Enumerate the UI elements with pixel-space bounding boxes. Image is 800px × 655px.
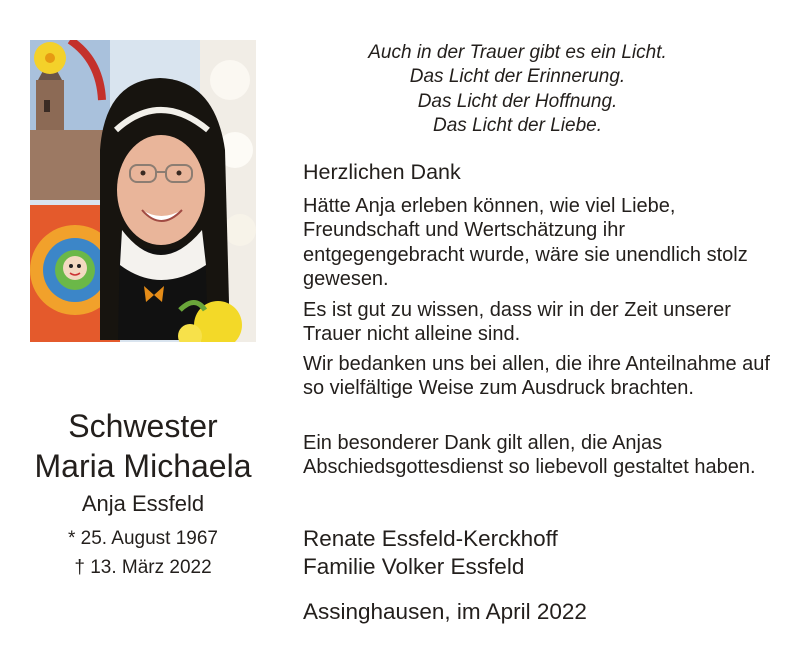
deceased-title: Schwester (68, 408, 218, 444)
birth-date: * 25. August 1967 (67, 528, 218, 549)
poem-line: Das Licht der Hoffnung. (417, 90, 618, 112)
deceased-birth-name: Anja Essfeld (81, 491, 205, 516)
thanks-paragraph: Ein besonderer Dank gilt allen, die Anjas Abschiedsgottesdienst so liebevoll gestaltet haben. (303, 432, 756, 479)
memorial-photo (30, 40, 256, 342)
thanks-heading: Herzlichen Dank (303, 160, 461, 184)
signature: Familie Volker Essfeld (303, 554, 525, 579)
signature: Renate Essfeld-Kerckhoff (303, 526, 558, 551)
poem-line: Das Licht der Erinnerung. (409, 66, 626, 88)
thanks-paragraph: Hätte Anja erleben können, wie viel Liebe, Freundschaft und Wertschätzung ihr entgegengebracht wurde, wäre sie unendlich stolz gewesen. (303, 195, 748, 291)
poem-line: Auch in der Trauer gibt es ein Licht. (368, 42, 667, 63)
deceased-religious-name: Maria Michaela (34, 448, 252, 484)
death-date: † 13. März 2022 (74, 557, 212, 578)
place-date: Assinghausen, im April 2022 (303, 599, 587, 624)
thanks-paragraph: Wir bedanken uns bei allen, die ihre Anteilnahme auf so vielfältige Weise zum Ausdruck brachten. (303, 353, 770, 400)
thanks-paragraph: Es ist gut zu wissen, dass wir in der Zeit unserer Trauer nicht alleine sind. (303, 299, 731, 346)
poem (300, 41, 735, 139)
poem-line: Das Licht der Liebe. (433, 115, 602, 137)
